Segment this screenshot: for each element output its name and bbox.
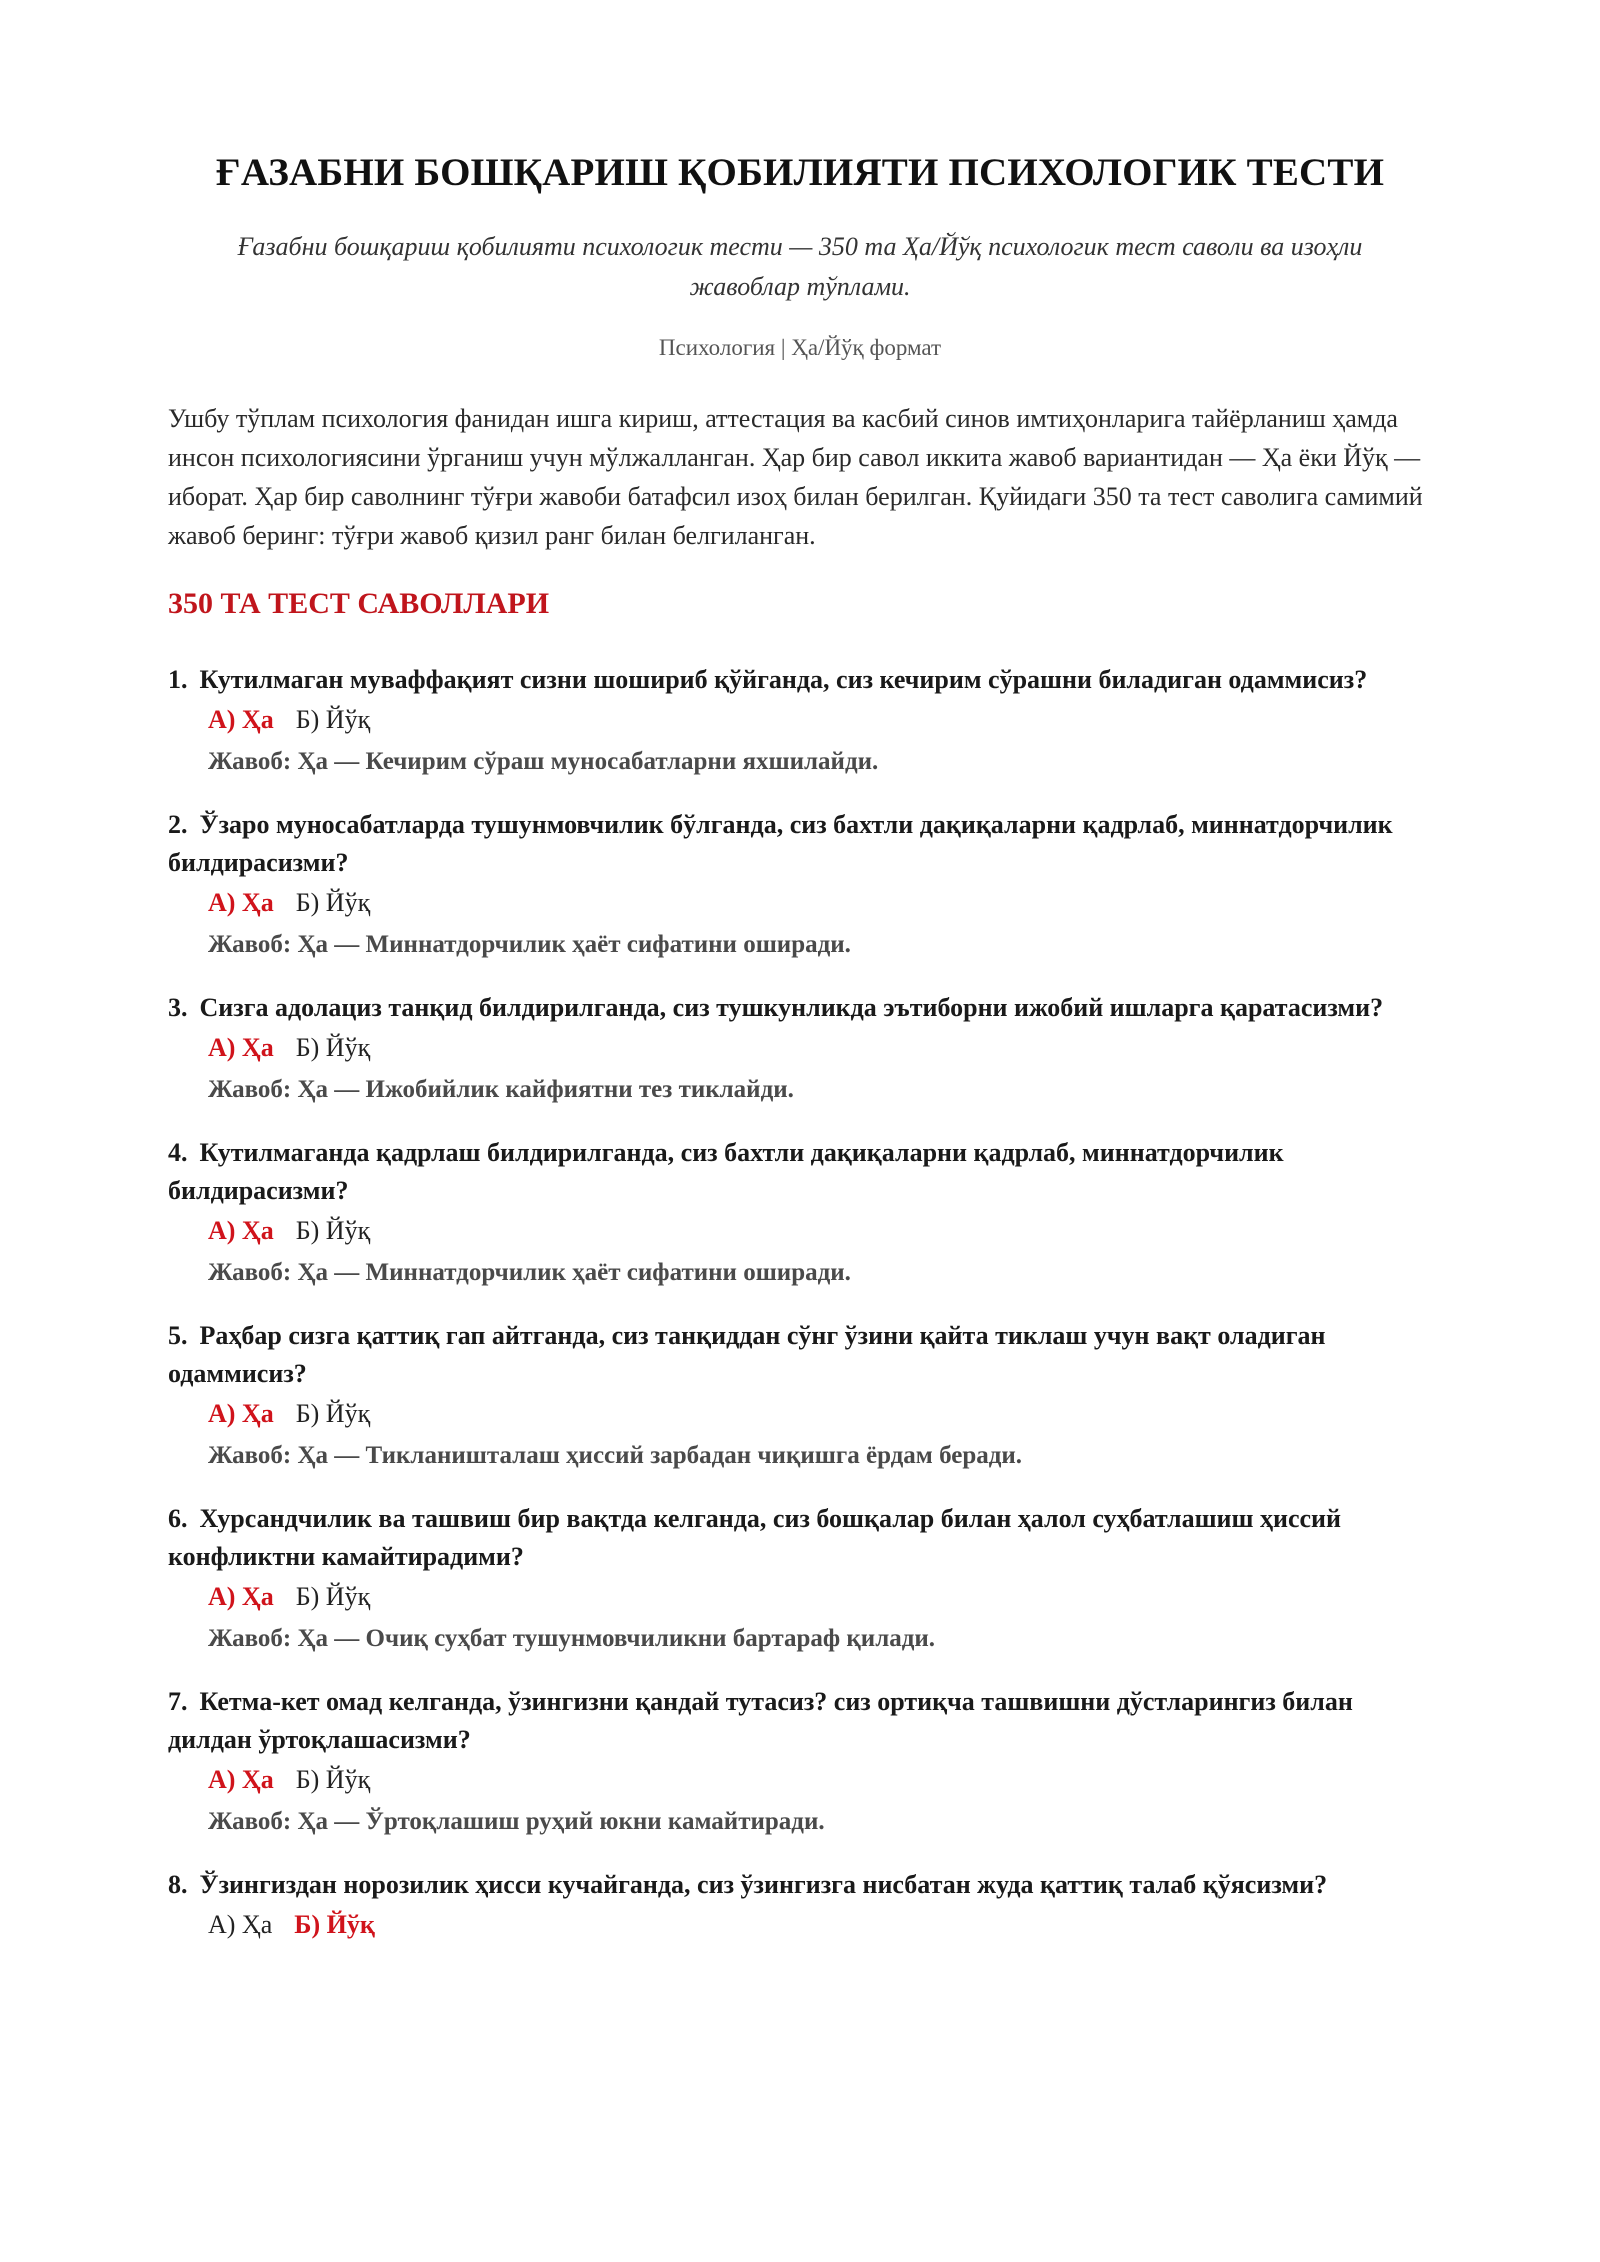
option-b[interactable]: Б) Йўқ	[295, 705, 371, 734]
option-b[interactable]: Б) Йўқ	[295, 1216, 371, 1245]
question-number: 7.	[168, 1687, 188, 1716]
intro-paragraph: Ушбу тўплам психология фанидан ишга кириш, аттестация ва касбий синов имтиҳонларига тайёрланиш ҳамда инсон психологиясини ўрганиш учун мўлжалланган. Ҳар бир савол иккита жавоб вариантидан — Ҳа ёки Йўқ — иборат. Ҳар бир саволнинг тўғри жавоби батафсил изоҳ билан берилган. Қуйидаги 350 та тест саволига самимий жавоб беринг: тўғри жавоб қизил ранг билан белгиланган.	[168, 404, 1423, 550]
question-text: Хурсандчилик ва ташвиш бир вақтда келганда, сиз бошқалар билан ҳалол суҳбатлашиш ҳиссий конфликтни камайтирадими?	[168, 1504, 1341, 1571]
section-heading: 350 ТА ТЕСТ САВОЛЛАРИ	[168, 587, 550, 620]
answer-options	[168, 1904, 1432, 1946]
option-b[interactable]: Б) Йўқ	[295, 1582, 371, 1611]
question-number: 1.	[168, 665, 188, 694]
question-text-row	[168, 1866, 1432, 1904]
question-text: Ўзингиздан норозилик ҳисси кучайганда, сиз ўзингизга нисбатан жуда қаттиқ талаб қўясизми?	[199, 1870, 1328, 1899]
option-a[interactable]: А) Ҳа	[208, 705, 274, 734]
question-item	[168, 1317, 1432, 1477]
answer-options	[168, 1393, 1432, 1435]
question-number: 4.	[168, 1138, 188, 1167]
option-a[interactable]: А) Ҳа	[208, 1910, 273, 1939]
option-a[interactable]: А) Ҳа	[208, 888, 274, 917]
answer-explanation: Жавоб: Ҳа — Тикланишталаш ҳиссий зарбадан чиқишга ёрдам беради.	[208, 1442, 1023, 1469]
question-text-row	[168, 806, 1432, 882]
question-text: Ўзаро муносабатларда тушунмовчилик бўлганда, сиз бахтли дақиқаларни қадрлаб, миннатдорчилик билдирасизми?	[168, 810, 1393, 877]
option-a[interactable]: А) Ҳа	[208, 1765, 274, 1794]
option-a[interactable]: А) Ҳа	[208, 1582, 274, 1611]
question-text: Кутилмаганда қадрлаш билдирилганда, сиз бахтли дақиқаларни қадрлаб, миннатдорчилик билдирасизми?	[168, 1138, 1284, 1205]
question-item	[168, 661, 1432, 783]
question-number: 3.	[168, 993, 188, 1022]
question-item	[168, 1866, 1432, 1946]
question-number: 6.	[168, 1504, 188, 1533]
question-number: 8.	[168, 1870, 188, 1899]
option-b[interactable]: Б) Йўқ	[295, 888, 371, 917]
document-subtitle: Ғазабни бошқариш қобилияти психологик тести — 350 та Ҳа/Йўқ психологик тест саволи ва изоҳли жавоблар тўплами.	[237, 232, 1363, 301]
document-meta: Психология | Ҳа/Йўқ формат	[658, 335, 942, 360]
question-item	[168, 806, 1432, 966]
answer-explanation: Жавоб: Ҳа — Миннатдорчилик ҳаёт сифатини оширади.	[208, 1259, 851, 1286]
option-b[interactable]: Б) Йўқ	[295, 1033, 371, 1062]
question-text: Кетма-кет омад келганда, ўзингизни қандай тутасиз? сиз ортиқча ташвишни дўстларингиз билан дилдан ўртоқлашасизми?	[168, 1687, 1353, 1754]
question-number: 2.	[168, 810, 188, 839]
option-a[interactable]: А) Ҳа	[208, 1399, 274, 1428]
option-b[interactable]: Б) Йўқ	[295, 1399, 371, 1428]
question-text: Раҳбар сизга қаттиқ гап айтганда, сиз танқиддан сўнг ўзини қайта тиклаш учун вақт оладиган одаммисиз?	[168, 1321, 1326, 1388]
answer-explanation: Жавоб: Ҳа — Очиқ суҳбат тушунмовчиликни бартараф қилади.	[208, 1625, 936, 1652]
question-text: Кутилмаган муваффақият сизни шошириб қўйганда, сиз кечирим сўрашни биладиган одаммисиз?	[199, 665, 1368, 694]
question-item	[168, 989, 1432, 1111]
question-item	[168, 1500, 1432, 1660]
answer-options	[168, 1759, 1432, 1801]
option-b[interactable]: Б) Йўқ	[295, 1765, 371, 1794]
document-title: ҒАЗАБНИ БОШҚАРИШ ҚОБИЛИЯТИ ПСИХОЛОГИК ТЕСТИ	[215, 151, 1385, 194]
option-b[interactable]: Б) Йўқ	[294, 1910, 375, 1939]
option-a[interactable]: А) Ҳа	[208, 1033, 274, 1062]
question-text-row	[168, 989, 1432, 1027]
question-item	[168, 1683, 1432, 1843]
answer-explanation: Жавоб: Ҳа — Ижобийлик кайфиятни тез тиклайди.	[208, 1076, 794, 1103]
option-a[interactable]: А) Ҳа	[208, 1216, 274, 1245]
question-text: Сизга адолациз танқид билдирилганда, сиз тушкунликда эътиборни ижобий ишларга қаратасизми?	[199, 993, 1384, 1022]
question-text-row	[168, 1317, 1432, 1393]
question-list	[168, 661, 1432, 1946]
question-item	[168, 1134, 1432, 1294]
question-text-row	[168, 661, 1432, 699]
answer-options	[168, 882, 1432, 924]
answer-explanation: Жавоб: Ҳа — Ўртоқлашиш руҳий юкни камайтиради.	[208, 1808, 825, 1835]
question-text-row	[168, 1134, 1432, 1210]
answer-options	[168, 1027, 1432, 1069]
question-text-row	[168, 1500, 1432, 1576]
answer-explanation: Жавоб: Ҳа — Миннатдорчилик ҳаёт сифатини оширади.	[208, 931, 851, 958]
answer-options	[168, 1576, 1432, 1618]
answer-options	[168, 699, 1432, 741]
question-text-row	[168, 1683, 1432, 1759]
answer-explanation: Жавоб: Ҳа — Кечирим сўраш муносабатларни яхшилайди.	[208, 748, 879, 775]
answer-options	[168, 1210, 1432, 1252]
question-number: 5.	[168, 1321, 188, 1350]
